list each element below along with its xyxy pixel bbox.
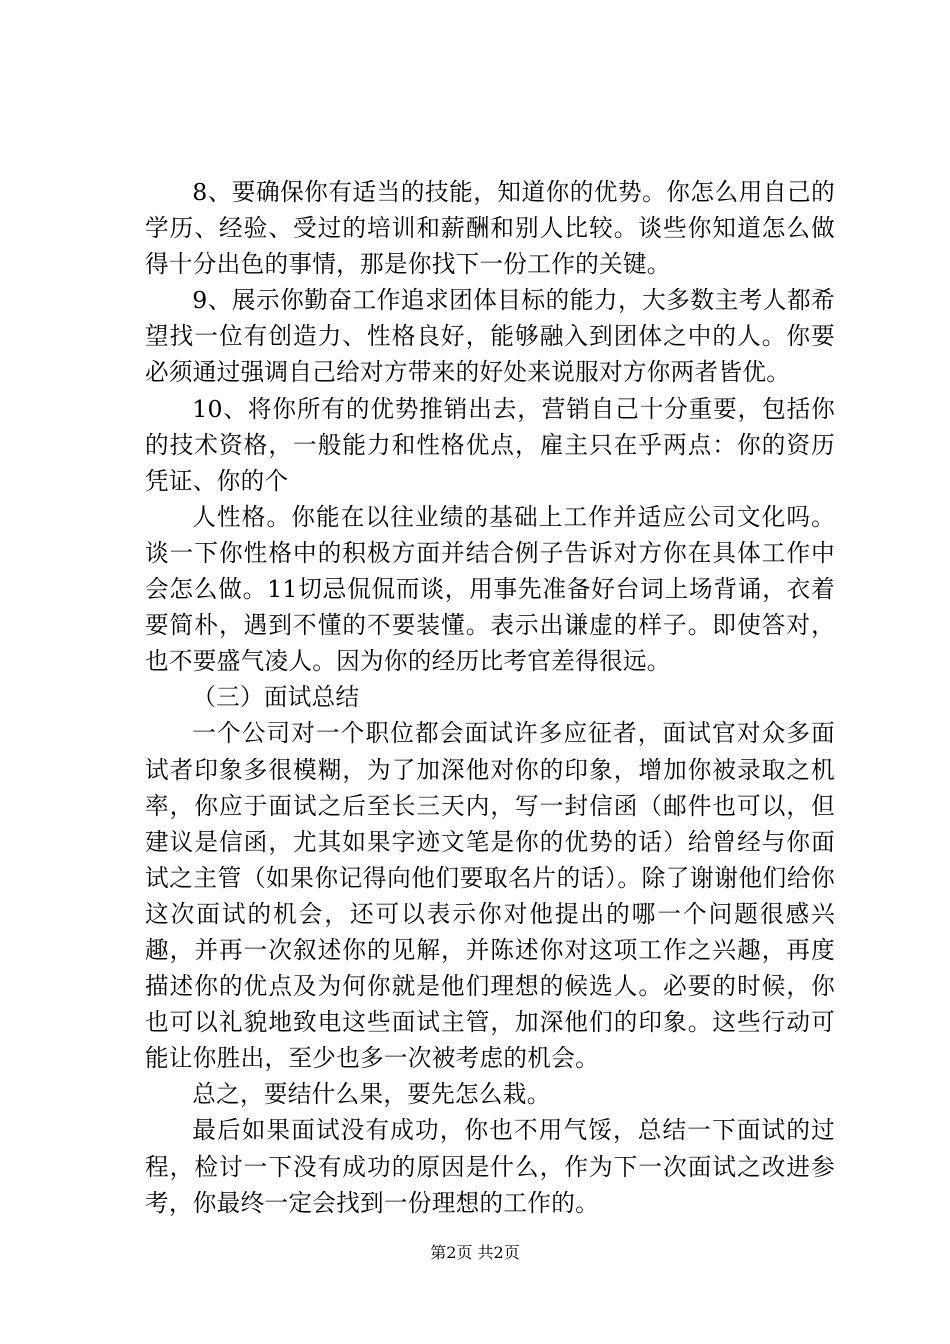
document-body xyxy=(145,174,835,1221)
paragraph-tip-9: 9、展示你勤奋工作追求团体目标的能力，大多数主考人都希望找一位有创造力、性格良好，能够融入到团体之中的人。你要必须通过强调自己给对方带来的好处来说服对方你两者皆优。 xyxy=(145,286,835,387)
page-footer: 第2页 共2页 xyxy=(430,1243,520,1262)
paragraph-follow-up-letter: 一个公司对一个职位都会面试许多应征者，面试官对众多面试者印象多很模糊，为了加深他对你的印象，增加你被录取之机率，你应于面试之后至长三天内，写一封信函（邮件也可以，但建议是信函，尤其如果字迹文笔是你的优势的话）给曾经与你面试之主管（如果你记得向他们要取名片的话）。除了谢谢他们给你这次面试的机会，还可以表示你对他提出的哪一个问题很感兴趣，并再一次叙述你的见解，并陈述你对这项工作之兴趣，再度描述你的优点及为何你就是他们理想的候选人。必要的时候，你也可以礼貌地致电这些面试主管，加深他们的印象。这些行动可能让你胜出，至少也多一次被考虑的机会。 xyxy=(145,719,835,1073)
paragraph-tip-10-continued: 人性格。你能在以往业绩的基础上工作并适应公司文化吗。谈一下你性格中的积极方面并结合例子告诉对方你在具体工作中会怎么做。11切忌侃侃而谈，用事先准备好台词上场背诵，衣着要简朴，遇到不懂的不要装懂。表示出谦虚的样子。即使答对，也不要盛气凌人。因为你的经历比考官差得很远。 xyxy=(145,502,835,676)
paragraph-tip-10: 10、将你所有的优势推销出去，营销自己十分重要，包括你的技术资格，一般能力和性格优点，雇主只在乎两点：你的资历凭证、你的个 xyxy=(145,394,835,495)
paragraph-closing: 最后如果面试没有成功，你也不用气馁，总结一下面试的过程，检讨一下没有成功的原因是什么，作为下一次面试之改进参考，你最终一定会找到一份理想的工作的。 xyxy=(145,1116,835,1217)
paragraph-reap-what-you-sow: 总之，要结什么果，要先怎么栽。 xyxy=(192,1080,551,1109)
section-heading-interview-summary: （三）面试总结 xyxy=(192,683,360,712)
paragraph-tip-8: 8、要确保你有适当的技能，知道你的优势。你怎么用自己的学历、经验、受过的培训和薪酬和别人比较。谈些你知道怎么做得十分出色的事情，那是你找下一份工作的关键。 xyxy=(145,178,835,279)
